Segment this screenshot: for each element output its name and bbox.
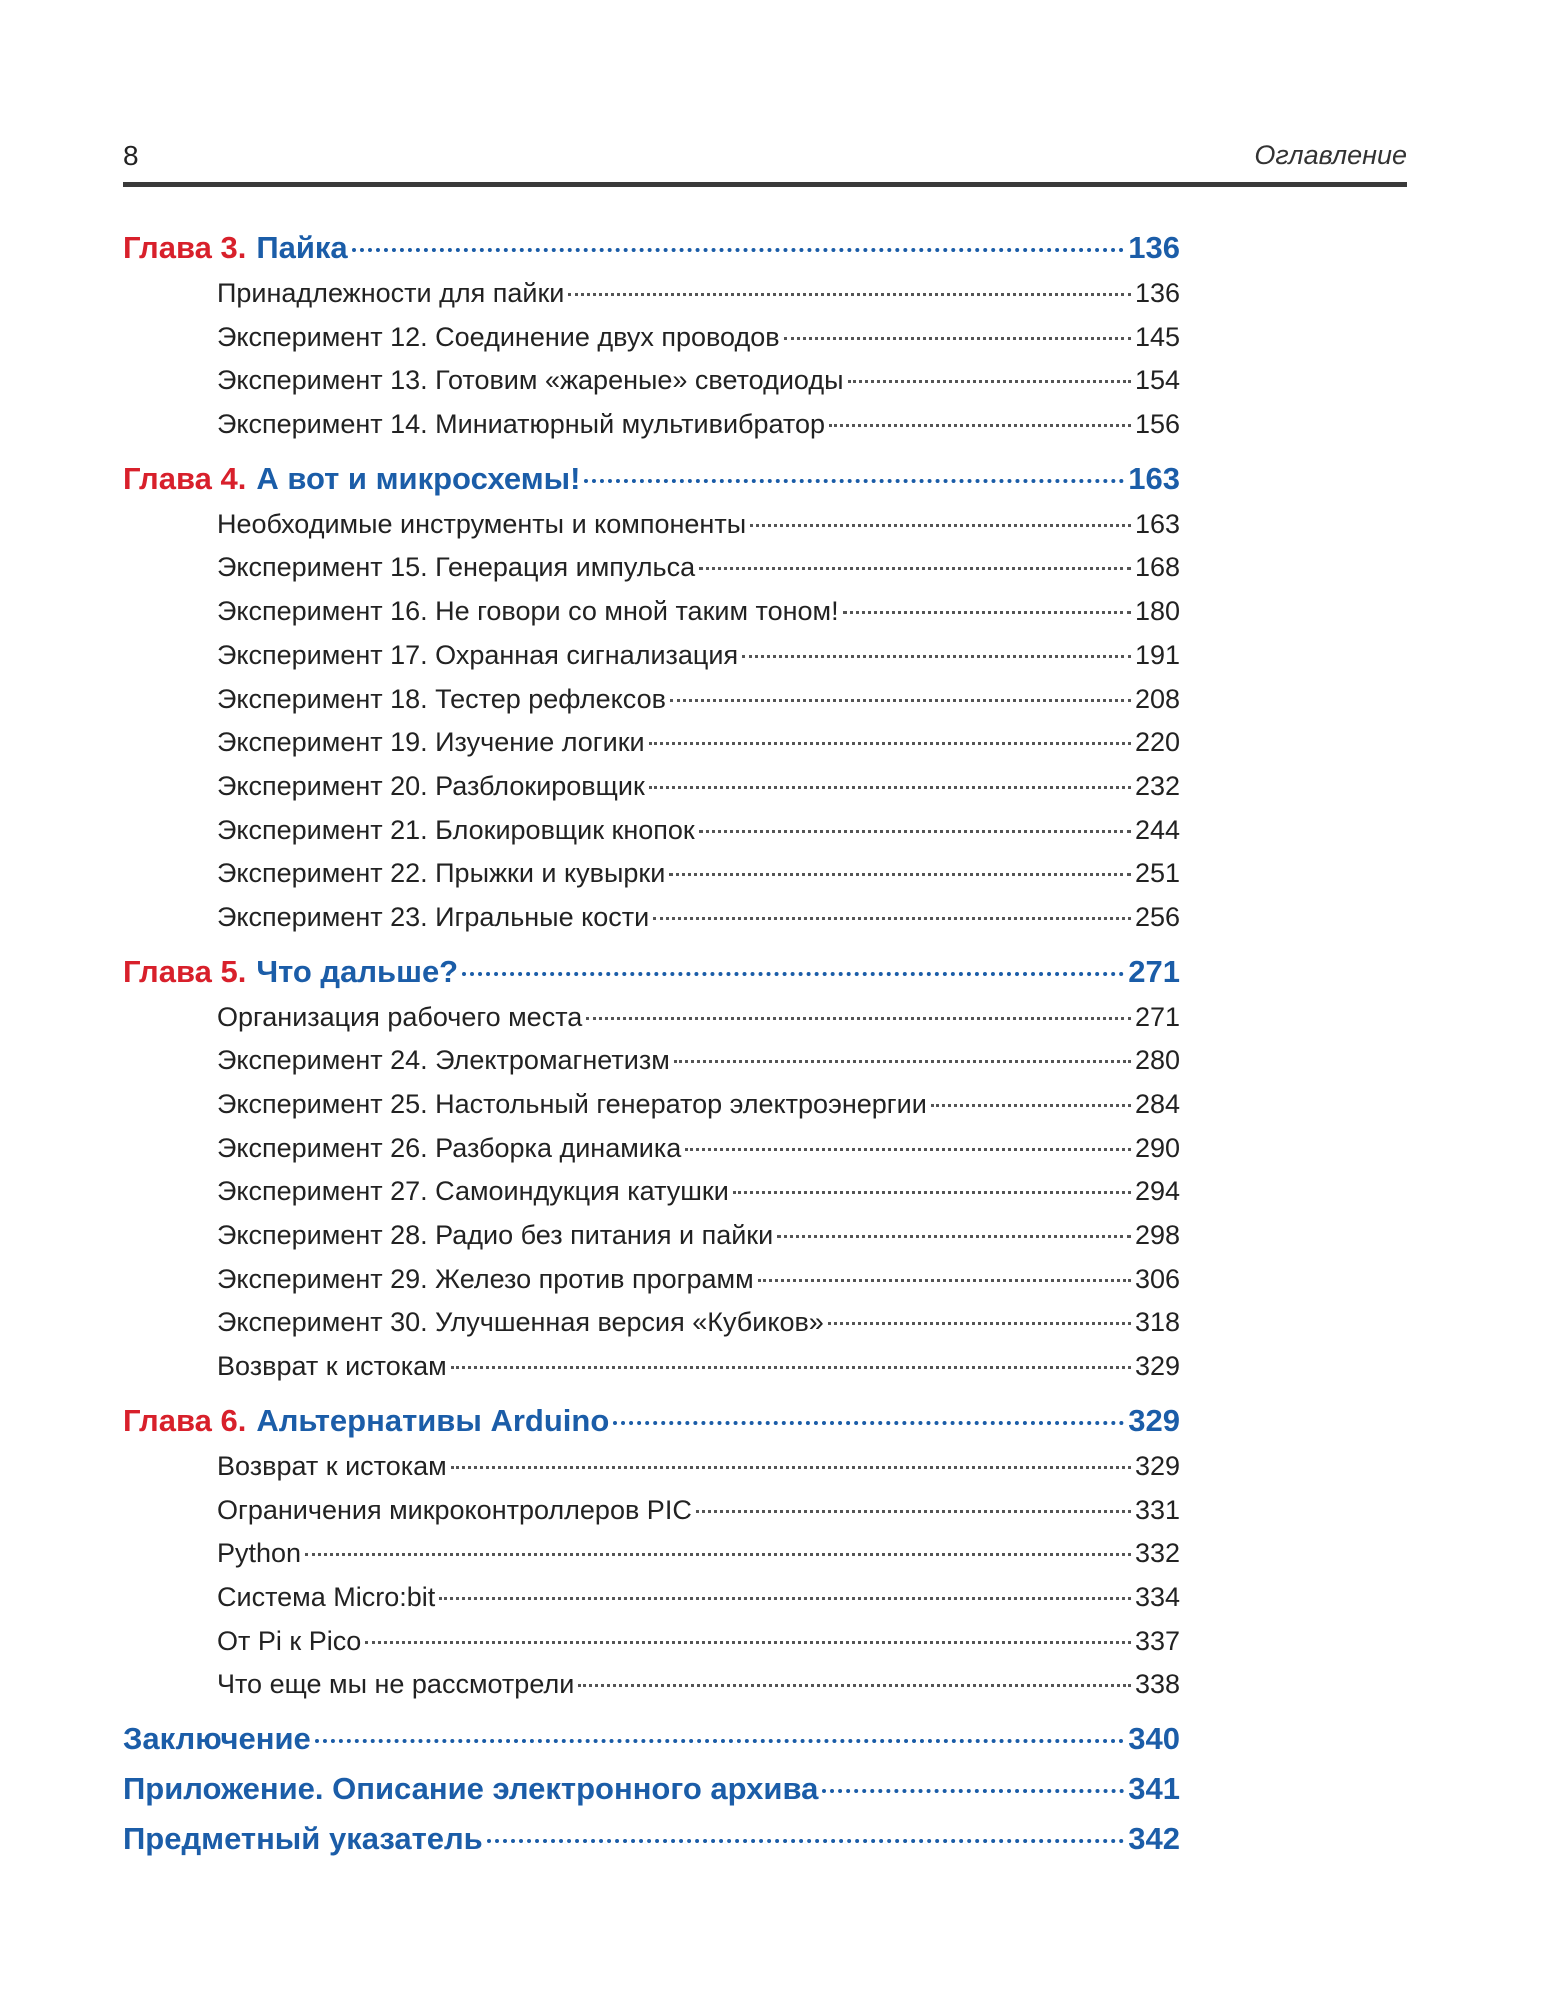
toc-entry[interactable] bbox=[123, 552, 1180, 596]
entry-title: Эксперимент 12. Соединение двух проводов bbox=[217, 321, 780, 352]
entry-title: Эксперимент 23. Игральные кости bbox=[217, 901, 650, 932]
leader-dots bbox=[653, 917, 1131, 920]
entry-page: 318 bbox=[1134, 1307, 1180, 1338]
page-header bbox=[123, 134, 1407, 184]
backmatter-title: Заключение bbox=[123, 1720, 311, 1756]
entry-title: Система Micro:bit bbox=[217, 1581, 436, 1612]
entry-page: 280 bbox=[1134, 1045, 1180, 1076]
entry-title: Эксперимент 21. Блокировщик кнопок bbox=[217, 814, 695, 845]
leader-dots bbox=[305, 1553, 1131, 1556]
leader-dots bbox=[931, 1104, 1131, 1107]
toc-conclusion[interactable] bbox=[123, 1721, 1180, 1771]
entry-title: Эксперимент 30. Улучшенная версия «Кубиков» bbox=[217, 1307, 824, 1338]
leader-dots bbox=[487, 1839, 1125, 1843]
entry-title: Эксперимент 19. Изучение логики bbox=[217, 727, 645, 758]
entry-title: Эксперимент 26. Разборка динамика bbox=[217, 1132, 682, 1163]
toc-entry[interactable] bbox=[123, 902, 1180, 946]
backmatter-page: 341 bbox=[1128, 1770, 1180, 1806]
leader-dots bbox=[669, 873, 1131, 876]
entry-page: 271 bbox=[1134, 1001, 1180, 1032]
entry-page: 220 bbox=[1134, 727, 1180, 758]
toc-entry[interactable] bbox=[123, 596, 1180, 640]
toc-entry[interactable] bbox=[123, 1538, 1180, 1582]
entry-title: Эксперимент 24. Электромагнетизм bbox=[217, 1045, 670, 1076]
chapter-page: 329 bbox=[1128, 1402, 1180, 1438]
toc-index[interactable] bbox=[123, 1821, 1180, 1871]
leader-dots bbox=[750, 524, 1131, 527]
toc-entry[interactable] bbox=[123, 1220, 1180, 1264]
entry-page: 156 bbox=[1134, 409, 1180, 440]
leader-dots bbox=[696, 1510, 1131, 1513]
leader-dots bbox=[699, 830, 1131, 833]
toc-appendix[interactable] bbox=[123, 1771, 1180, 1821]
leader-dots bbox=[758, 1279, 1131, 1282]
entry-page: 294 bbox=[1134, 1176, 1180, 1207]
leader-dots bbox=[586, 1017, 1131, 1020]
toc-entry[interactable] bbox=[123, 1669, 1180, 1713]
leader-dots bbox=[439, 1597, 1131, 1600]
chapter-title: Альтернативы Arduino bbox=[256, 1402, 610, 1438]
leader-dots bbox=[829, 424, 1131, 427]
leader-dots bbox=[315, 1739, 1124, 1743]
entry-page: 290 bbox=[1134, 1132, 1180, 1163]
toc-entry[interactable] bbox=[123, 1351, 1180, 1395]
entry-title: Эксперимент 14. Миниатюрный мультивибратор bbox=[217, 409, 826, 440]
toc-entry[interactable] bbox=[123, 1626, 1180, 1670]
toc-entry[interactable] bbox=[123, 1045, 1180, 1089]
entry-title: Эксперимент 13. Готовим «жареные» светодиоды bbox=[217, 365, 844, 396]
toc-chapter-6[interactable] bbox=[123, 1403, 1180, 1451]
leader-dots bbox=[777, 1235, 1131, 1238]
toc-entry[interactable] bbox=[123, 1307, 1180, 1351]
entry-page: 334 bbox=[1134, 1581, 1180, 1612]
entry-title: Организация рабочего места bbox=[217, 1001, 583, 1032]
backmatter-title: Приложение. Описание электронного архива bbox=[123, 1770, 819, 1806]
leader-dots bbox=[822, 1789, 1124, 1793]
leader-dots bbox=[584, 479, 1124, 483]
toc-entry[interactable] bbox=[123, 1176, 1180, 1220]
toc-chapter-3[interactable] bbox=[123, 230, 1180, 278]
toc-entry[interactable] bbox=[123, 815, 1180, 859]
toc-chapter-4[interactable] bbox=[123, 461, 1180, 509]
entry-page: 145 bbox=[1134, 321, 1180, 352]
toc-entry[interactable] bbox=[123, 684, 1180, 728]
entry-title: Возврат к истокам bbox=[217, 1450, 447, 1481]
toc-entry[interactable] bbox=[123, 1133, 1180, 1177]
leader-dots bbox=[733, 1191, 1131, 1194]
chapter-page: 136 bbox=[1128, 230, 1180, 265]
entry-page: 154 bbox=[1134, 365, 1180, 396]
running-title: Оглавление bbox=[1254, 140, 1407, 170]
toc-entry[interactable] bbox=[123, 858, 1180, 902]
leader-dots bbox=[670, 699, 1131, 702]
leader-dots bbox=[352, 248, 1125, 252]
leader-dots bbox=[848, 380, 1131, 383]
backmatter-page: 340 bbox=[1128, 1720, 1180, 1756]
entry-page: 329 bbox=[1134, 1351, 1180, 1382]
entry-page: 191 bbox=[1134, 639, 1180, 670]
leader-dots bbox=[649, 786, 1131, 789]
leader-dots bbox=[828, 1322, 1131, 1325]
leader-dots bbox=[649, 742, 1131, 745]
entry-page: 298 bbox=[1134, 1220, 1180, 1251]
entry-title: Эксперимент 27. Самоиндукция катушки bbox=[217, 1176, 729, 1207]
toc-entry[interactable] bbox=[123, 1582, 1180, 1626]
toc-entry[interactable] bbox=[123, 365, 1180, 409]
entry-title: Возврат к истокам bbox=[217, 1351, 447, 1382]
chapter-title: Пайка bbox=[256, 230, 348, 265]
chapter-label: Глава 5. bbox=[123, 953, 247, 989]
toc-entry[interactable] bbox=[123, 1002, 1180, 1046]
toc-entry[interactable] bbox=[123, 1495, 1180, 1539]
entry-page: 232 bbox=[1134, 770, 1180, 801]
chapter-title: А вот и микросхемы! bbox=[256, 460, 581, 496]
entry-title: Python bbox=[217, 1538, 302, 1569]
toc-entry[interactable] bbox=[123, 771, 1180, 815]
entry-page: 337 bbox=[1134, 1625, 1180, 1656]
entry-page: 208 bbox=[1134, 683, 1180, 714]
backmatter-page: 342 bbox=[1128, 1820, 1180, 1856]
entry-title: Принадлежности для пайки bbox=[217, 278, 565, 308]
chapter-label: Глава 4. bbox=[123, 460, 247, 496]
entry-title: Эксперимент 20. Разблокировщик bbox=[217, 770, 645, 801]
entry-page: 331 bbox=[1134, 1494, 1180, 1525]
entry-page: 338 bbox=[1134, 1669, 1180, 1700]
chapter-page: 163 bbox=[1128, 460, 1180, 496]
leader-dots bbox=[568, 293, 1131, 296]
entry-title: Ограничения микроконтроллеров PIC bbox=[217, 1494, 692, 1525]
entry-title: Необходимые инструменты и компоненты bbox=[217, 508, 747, 539]
leader-dots bbox=[578, 1684, 1131, 1687]
leader-dots bbox=[451, 1366, 1131, 1369]
chapter-title: Что дальше? bbox=[256, 953, 459, 989]
entry-title: Эксперимент 15. Генерация импульса bbox=[217, 552, 696, 583]
entry-page: 332 bbox=[1134, 1538, 1180, 1569]
leader-dots bbox=[784, 337, 1131, 340]
leader-dots bbox=[613, 1421, 1124, 1425]
entry-title: Эксперимент 28. Радио без питания и пайки bbox=[217, 1220, 774, 1251]
entry-title: Эксперимент 29. Железо против программ bbox=[217, 1263, 754, 1294]
entry-title: Эксперимент 18. Тестер рефлексов bbox=[217, 683, 666, 714]
header-rule bbox=[123, 182, 1407, 187]
entry-title: Что еще мы не рассмотрели bbox=[217, 1669, 575, 1700]
toc-entry[interactable] bbox=[123, 509, 1180, 553]
entry-title: Эксперимент 25. Настольный генератор электроэнергии bbox=[217, 1089, 927, 1119]
entry-title: Эксперимент 16. Не говори со мной таким тоном! bbox=[217, 596, 839, 627]
table-of-contents bbox=[123, 230, 1180, 1871]
leader-dots bbox=[674, 1060, 1131, 1063]
entry-page: 168 bbox=[1134, 552, 1180, 583]
leader-dots bbox=[742, 655, 1131, 658]
chapter-label: Глава 6. bbox=[123, 1402, 247, 1438]
entry-page: 180 bbox=[1134, 596, 1180, 627]
leader-dots bbox=[451, 1466, 1131, 1469]
page-number: 8 bbox=[123, 140, 139, 171]
chapter-label: Глава 3. bbox=[123, 230, 247, 265]
toc-entry[interactable] bbox=[123, 409, 1180, 453]
entry-page: 163 bbox=[1134, 508, 1180, 539]
leader-dots bbox=[699, 567, 1131, 570]
toc-chapter-5[interactable] bbox=[123, 954, 1180, 1002]
entry-page: 136 bbox=[1134, 278, 1180, 308]
leader-dots bbox=[685, 1148, 1131, 1151]
chapter-page: 271 bbox=[1128, 953, 1180, 989]
toc-entry[interactable] bbox=[123, 1089, 1180, 1133]
entry-title: Эксперимент 22. Прыжки и кувырки bbox=[217, 858, 666, 889]
toc-entry[interactable] bbox=[123, 278, 1180, 322]
leader-dots bbox=[843, 611, 1131, 614]
entry-page: 329 bbox=[1134, 1450, 1180, 1481]
toc-entry[interactable] bbox=[123, 640, 1180, 684]
backmatter-title: Предметный указатель bbox=[123, 1820, 483, 1856]
toc-entry[interactable] bbox=[123, 1451, 1180, 1495]
toc-entry[interactable] bbox=[123, 322, 1180, 366]
entry-page: 251 bbox=[1134, 858, 1180, 889]
entry-page: 284 bbox=[1134, 1089, 1180, 1119]
entry-page: 306 bbox=[1134, 1263, 1180, 1294]
entry-title: Эксперимент 17. Охранная сигнализация bbox=[217, 639, 739, 670]
entry-page: 256 bbox=[1134, 901, 1180, 932]
entry-page: 244 bbox=[1134, 814, 1180, 845]
toc-entry[interactable] bbox=[123, 1264, 1180, 1308]
toc-entry[interactable] bbox=[123, 727, 1180, 771]
leader-dots bbox=[365, 1641, 1131, 1644]
entry-title: От Pi к Pico bbox=[217, 1625, 362, 1656]
leader-dots bbox=[462, 972, 1124, 976]
